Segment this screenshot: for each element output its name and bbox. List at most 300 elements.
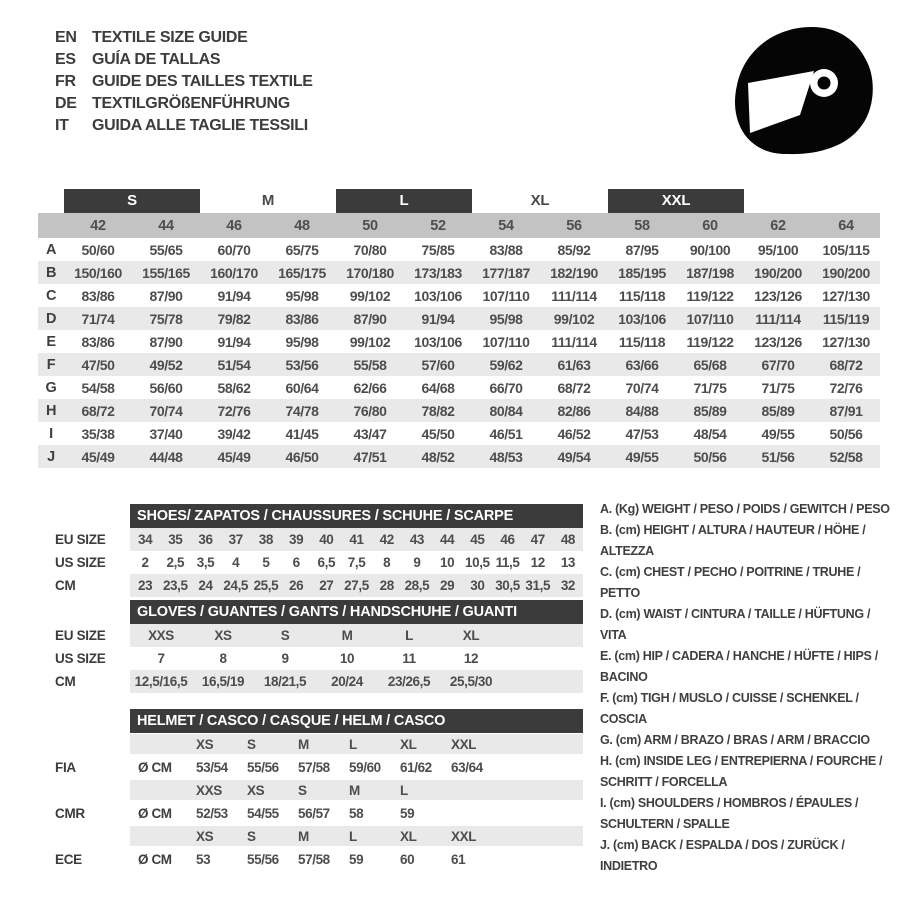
measurement-value: 115/118 xyxy=(618,287,666,304)
measurement-value: 54/58 xyxy=(81,379,115,396)
measurement-value: 111/114 xyxy=(551,287,597,304)
language-code: EN xyxy=(55,29,77,46)
measurement-value: 119/122 xyxy=(686,287,734,304)
measurement-value: 107/110 xyxy=(482,333,530,350)
size-value: 8 xyxy=(383,555,391,570)
measurement-value: 99/102 xyxy=(349,333,391,350)
measurement-value: 85/89 xyxy=(744,399,812,422)
helmet-values-row-ece xyxy=(40,847,584,871)
size-value: 11 xyxy=(402,651,416,666)
size-value: 38 xyxy=(258,532,274,547)
measurement-value: 35/38 xyxy=(81,425,115,442)
measurement-value: 50/60 xyxy=(81,241,115,258)
size-group-m: M xyxy=(261,192,275,209)
measurement-value: 48/52 xyxy=(404,445,472,468)
measurement-value: 50/56 xyxy=(676,445,744,468)
measurement-value: 46/50 xyxy=(268,445,336,468)
language-list xyxy=(55,27,313,137)
row-values xyxy=(130,826,583,846)
size-value: 10 xyxy=(440,555,455,570)
measurement-value: 63/66 xyxy=(608,353,676,376)
numeric-size: 52 xyxy=(404,213,472,238)
measurement-value: 39/42 xyxy=(217,425,251,442)
measurement-value: 80/84 xyxy=(472,399,540,422)
measurement-value: 61/63 xyxy=(540,353,608,376)
size-value: 25,5/30 xyxy=(449,674,493,689)
row-label: EU SIZE xyxy=(55,532,106,547)
helmet-size-value: 57/58 xyxy=(298,851,330,867)
measurement-value: 87/90 xyxy=(336,307,404,330)
legend-item: D. (cm) WAIST / CINTURA / TAILLE / HÜFTUNG / VITA xyxy=(600,607,871,642)
measurement-value: 115/118 xyxy=(618,333,666,350)
table-row-eu-size xyxy=(40,528,584,551)
measurement-value: 70/80 xyxy=(353,241,387,258)
measurement-value: 68/72 xyxy=(64,399,132,422)
language-title: TEXTILGRÖßENFÜHRUNG xyxy=(92,95,290,112)
size-value: 25,5 xyxy=(253,578,279,593)
size-group-s: S xyxy=(64,189,200,213)
table-row-us-size xyxy=(40,551,584,574)
measurement-value: 87/90 xyxy=(149,287,183,304)
size-group-l: L xyxy=(336,189,472,213)
measurement-value: 87/95 xyxy=(625,241,659,258)
size-value: 20/24 xyxy=(331,674,363,689)
helmet-size-label: XXL xyxy=(451,828,477,844)
language-code: FR xyxy=(55,73,76,90)
language-row xyxy=(55,93,313,115)
helmet-size-value: 53 xyxy=(196,851,211,867)
measurement-value: 75/78 xyxy=(132,307,200,330)
row-label: I xyxy=(49,425,53,442)
measurement-value: 72/76 xyxy=(829,379,863,396)
measurement-value: 41/45 xyxy=(285,425,319,442)
legend-item: E. (cm) HIP / CADERA / HANCHE / HÜFTE / HIPS / BACINO xyxy=(600,649,878,684)
measurement-value: 46/52 xyxy=(557,425,591,442)
size-value: 6,5 xyxy=(317,555,336,570)
helmet-size-label: L xyxy=(349,828,357,844)
size-value: XXS xyxy=(148,628,174,643)
row-values xyxy=(130,670,583,693)
legend-item: J. (cm) BACK / ESPALDA / DOS / ZURÜCK / INDIETRO xyxy=(600,838,845,873)
row-values xyxy=(130,574,583,597)
row-label: H xyxy=(38,399,64,422)
measurement-value: 68/72 xyxy=(557,379,591,396)
row-label: C xyxy=(45,287,57,304)
size-value: 46 xyxy=(500,532,515,547)
language-row xyxy=(55,27,313,49)
size-value: 13 xyxy=(560,555,576,570)
size-value: S xyxy=(280,628,290,643)
table-title: HELMET / CASCO / CASQUE / HELM / CASCO xyxy=(130,709,583,733)
measurement-value: 95/98 xyxy=(472,307,540,330)
numeric-size: 62 xyxy=(744,213,812,238)
size-value: 2,5 xyxy=(166,555,185,570)
size-value: 12,5/16,5 xyxy=(134,674,188,689)
measurement-row-e xyxy=(38,330,880,353)
measurement-value: 87/91 xyxy=(812,399,880,422)
measurement-value: 185/195 xyxy=(608,261,676,284)
size-group-row xyxy=(38,188,880,213)
size-value: 28 xyxy=(379,578,394,593)
legend-item: A. (Kg) WEIGHT / PESO / POIDS / GEWITCH / PESO xyxy=(600,502,890,516)
size-value: 47 xyxy=(530,532,545,547)
language-code: IT xyxy=(55,117,69,134)
measurement-value: 49/55 xyxy=(761,425,795,442)
measurement-value: 83/86 xyxy=(268,307,336,330)
size-value: 7,5 xyxy=(347,555,366,570)
measurement-value: 107/110 xyxy=(482,287,530,304)
measurement-legend xyxy=(600,499,898,877)
measurement-value: 49/55 xyxy=(608,445,676,468)
helmet-size-value: 53/54 xyxy=(196,759,228,775)
helmet-size-label: XS xyxy=(196,828,214,844)
size-value: M xyxy=(341,628,353,643)
measurement-value: 65/68 xyxy=(676,353,744,376)
measurement-value: 103/106 xyxy=(414,333,462,350)
measurement-value: 83/86 xyxy=(81,333,115,350)
standard-label: ECE xyxy=(55,851,82,867)
helmet-size-value: 59/60 xyxy=(349,759,381,775)
size-value: 24,5 xyxy=(223,578,249,593)
size-value: L xyxy=(405,628,413,643)
size-value: 37 xyxy=(228,532,243,547)
measurement-value: 65/75 xyxy=(285,241,319,258)
row-values xyxy=(130,551,583,574)
helmet-size-value: 60 xyxy=(400,851,415,867)
measurement-value: 47/50 xyxy=(64,353,132,376)
helmet-size-value: 59 xyxy=(400,805,415,821)
row-label: G xyxy=(45,379,57,396)
measurement-value: 82/86 xyxy=(540,399,608,422)
table-title: GLOVES / GUANTES / GANTS / HANDSCHUHE / GUANTI xyxy=(130,600,583,624)
helmet-size-table xyxy=(40,709,584,871)
language-row xyxy=(55,115,313,137)
helmet-values-row-cmr xyxy=(40,801,584,825)
table-row-cm xyxy=(40,574,584,597)
size-value: 12 xyxy=(530,555,545,570)
helmet-size-label: XL xyxy=(400,828,417,844)
table-header-row xyxy=(40,504,584,528)
measurement-value: 79/82 xyxy=(200,307,268,330)
size-value: 8 xyxy=(219,651,227,666)
measurement-value: 56/60 xyxy=(149,379,183,396)
size-value: XS xyxy=(214,628,232,643)
size-value: 27,5 xyxy=(344,578,369,593)
numeric-size: 50 xyxy=(336,213,404,238)
measurement-value: 58/62 xyxy=(217,379,251,396)
row-label: B xyxy=(38,261,64,284)
measurement-value: 62/66 xyxy=(353,379,387,396)
measurement-value: 43/47 xyxy=(353,425,387,442)
helmet-size-label: L xyxy=(349,736,357,752)
measurement-value: 72/76 xyxy=(200,399,268,422)
measurement-row-d xyxy=(38,307,880,330)
size-value: 48 xyxy=(560,532,576,547)
measurement-value: 60/70 xyxy=(217,241,251,258)
measurement-value: 103/106 xyxy=(608,307,676,330)
language-row xyxy=(55,71,313,93)
measurement-value: 49/54 xyxy=(540,445,608,468)
numeric-size: 56 xyxy=(540,213,608,238)
row-values xyxy=(130,734,583,754)
measurement-value: 70/74 xyxy=(132,399,200,422)
helmet-sizes-row-cmr xyxy=(40,779,584,801)
numeric-size: 54 xyxy=(472,213,540,238)
language-row xyxy=(55,49,313,71)
measurement-value: 51/56 xyxy=(744,445,812,468)
measurement-row-g xyxy=(38,376,880,399)
helmet-size-value: 57/58 xyxy=(298,759,330,775)
helmet-size-value: 55/56 xyxy=(247,851,279,867)
measurement-value: 55/65 xyxy=(149,241,183,258)
row-label: CM xyxy=(55,674,76,689)
legend-item: I. (cm) SHOULDERS / HOMBROS / ÉPAULES / SCHULTERN / SPALLE xyxy=(600,796,859,831)
measurement-value: 70/74 xyxy=(625,379,659,396)
numeric-size: 46 xyxy=(200,213,268,238)
size-value: 24 xyxy=(198,578,213,593)
size-value: 2 xyxy=(141,555,149,570)
language-title: GUÍA DE TALLAS xyxy=(92,51,221,68)
size-value: 30 xyxy=(470,578,485,593)
measurement-value: 84/88 xyxy=(608,399,676,422)
measurement-value: 111/114 xyxy=(551,333,597,350)
measurement-row-i xyxy=(38,422,880,445)
helmet-size-value: 63/64 xyxy=(451,759,483,775)
table-title: SHOES/ ZAPATOS / CHAUSSURES / SCHUHE / SCARPE xyxy=(130,504,583,528)
measurement-value: 177/187 xyxy=(472,261,540,284)
row-values xyxy=(130,852,583,867)
unit-label: Ø CM xyxy=(138,759,172,775)
measurement-row-b xyxy=(38,261,880,284)
size-value: 16,5/19 xyxy=(201,674,245,689)
helmet-size-label: M xyxy=(298,736,309,752)
measurement-value: 48/53 xyxy=(472,445,540,468)
language-code: ES xyxy=(55,51,76,68)
measurement-value: 76/80 xyxy=(336,399,404,422)
size-value: XL xyxy=(462,628,480,643)
table-header-row xyxy=(40,600,584,624)
row-values xyxy=(130,647,583,670)
measurement-value: 51/54 xyxy=(200,353,268,376)
helmet-size-label: XL xyxy=(400,736,417,752)
measurement-value: 57/60 xyxy=(404,353,472,376)
measurement-value: 53/56 xyxy=(268,353,336,376)
measurement-value: 95/98 xyxy=(285,333,319,350)
size-value: 6 xyxy=(292,555,300,570)
helmet-size-label: S xyxy=(298,782,307,798)
size-value: 23/26,5 xyxy=(387,674,431,689)
helmet-sizes-row-fia xyxy=(40,733,584,755)
measurement-value: 99/102 xyxy=(349,287,391,304)
size-value: 30,5 xyxy=(495,578,520,593)
size-value: 34 xyxy=(137,532,153,547)
measurement-value: 103/106 xyxy=(414,287,462,304)
size-value: 11,5 xyxy=(495,555,520,570)
size-value: 27 xyxy=(319,578,334,593)
measurement-value: 91/94 xyxy=(217,287,251,304)
table-row-eu-size xyxy=(40,624,584,647)
measurement-value: 45/50 xyxy=(421,425,455,442)
measurement-value: 190/200 xyxy=(744,261,812,284)
helmet-values-row-fia xyxy=(40,755,584,779)
table-row-us-size xyxy=(40,647,584,670)
size-value: 10,5 xyxy=(464,555,490,570)
measurement-value: 190/200 xyxy=(812,261,880,284)
size-value: 35 xyxy=(168,532,183,547)
racing-helmet-graphic xyxy=(724,20,884,162)
size-value: 40 xyxy=(319,532,334,547)
helmet-size-label: XS xyxy=(247,782,265,798)
row-label: EU SIZE xyxy=(55,628,106,643)
size-value: 32 xyxy=(560,578,576,593)
size-value: 28,5 xyxy=(404,578,430,593)
measurement-value: 105/115 xyxy=(822,241,870,258)
legend-item: F. (cm) TIGH / MUSLO / CUISSE / SCHENKEL / COSCIA xyxy=(600,691,859,726)
measurement-value: 60/64 xyxy=(285,379,319,396)
legend-item: G. (cm) ARM / BRAZO / BRAS / ARM / BRACCIO xyxy=(600,733,870,747)
measurement-value: 90/100 xyxy=(689,241,731,258)
measurement-row-c xyxy=(38,284,880,307)
numeric-size: 64 xyxy=(812,213,880,238)
measurement-value: 99/102 xyxy=(540,307,608,330)
row-label: CM xyxy=(55,578,76,593)
measurement-row-h xyxy=(38,399,880,422)
legend-item: B. (cm) HEIGHT / ALTURA / HAUTEUR / HÖHE / ALTEZZA xyxy=(600,523,866,558)
measurement-value: 46/51 xyxy=(489,425,523,442)
size-value: 7 xyxy=(157,651,165,666)
measurement-value: 49/52 xyxy=(132,353,200,376)
size-group-xxl: XXL xyxy=(608,189,744,213)
measurement-value: 150/160 xyxy=(64,261,132,284)
measurement-row-a xyxy=(38,238,880,261)
measurement-value: 173/183 xyxy=(404,261,472,284)
size-value: 5 xyxy=(262,555,270,570)
measurement-value: 107/110 xyxy=(676,307,744,330)
row-label: J xyxy=(38,445,64,468)
row-label: E xyxy=(46,333,56,350)
shoes-size-table xyxy=(40,504,584,597)
size-value: 23,5 xyxy=(162,578,188,593)
numeric-size: 48 xyxy=(268,213,336,238)
row-label: F xyxy=(38,353,64,376)
row-label: US SIZE xyxy=(55,555,106,570)
measurement-value: 123/126 xyxy=(754,333,802,350)
measurement-value: 170/180 xyxy=(336,261,404,284)
measurement-value: 52/58 xyxy=(812,445,880,468)
measurement-value: 95/100 xyxy=(757,241,799,258)
measurement-value: 64/68 xyxy=(421,379,455,396)
measurement-value: 44/48 xyxy=(132,445,200,468)
standard-label: FIA xyxy=(55,759,76,775)
helmet-size-value: 61/62 xyxy=(400,759,432,775)
measurement-value: 47/53 xyxy=(625,425,659,442)
measurement-value: 66/70 xyxy=(489,379,523,396)
numeric-size: 58 xyxy=(608,213,676,238)
measurement-value: 55/58 xyxy=(336,353,404,376)
size-value: 10 xyxy=(339,651,355,666)
size-value: 44 xyxy=(440,532,455,547)
measurement-row-j xyxy=(38,445,880,468)
measurement-value: 115/119 xyxy=(812,307,880,330)
measurement-value: 83/88 xyxy=(489,241,523,258)
language-title: GUIDA ALLE TAGLIE TESSILI xyxy=(92,117,308,134)
measurement-value: 155/165 xyxy=(132,261,200,284)
unit-label: Ø CM xyxy=(138,805,172,821)
measurement-value: 165/175 xyxy=(268,261,336,284)
table-row-cm xyxy=(40,670,584,693)
language-title: TEXTILE SIZE GUIDE xyxy=(92,29,248,46)
helmet-sizes-row-ece xyxy=(40,825,584,847)
measurement-value: 119/122 xyxy=(686,333,734,350)
helmet-size-label: S xyxy=(247,736,256,752)
measurement-value: 71/75 xyxy=(761,379,795,396)
helmet-size-value: 54/55 xyxy=(247,805,279,821)
numeric-size: 44 xyxy=(132,213,200,238)
language-title: GUIDE DES TAILLES TEXTILE xyxy=(92,73,313,90)
measurement-value: 91/94 xyxy=(217,333,251,350)
row-values xyxy=(130,624,583,647)
helmet-size-value: 61 xyxy=(451,851,466,867)
row-values xyxy=(130,806,583,821)
size-value: 23 xyxy=(137,578,153,593)
measurement-value: 50/56 xyxy=(829,425,863,442)
measurement-value: 182/190 xyxy=(540,261,608,284)
measurement-value: 123/126 xyxy=(754,287,802,304)
legend-item: C. (cm) CHEST / PECHO / POITRINE / TRUHE / PETTO xyxy=(600,565,861,600)
measurement-value: 67/70 xyxy=(744,353,812,376)
helmet-size-label: S xyxy=(247,828,256,844)
helmet-size-label: XXL xyxy=(451,736,477,752)
textile-size-table xyxy=(38,188,880,468)
measurement-value: 127/130 xyxy=(822,287,870,304)
size-value: 36 xyxy=(198,532,213,547)
size-value: 26 xyxy=(289,578,304,593)
measurement-value: 71/74 xyxy=(64,307,132,330)
size-value: 3,5 xyxy=(196,555,215,570)
helmet-size-label: L xyxy=(400,782,408,798)
size-value: 29 xyxy=(440,578,455,593)
standard-label: CMR xyxy=(55,805,85,821)
measurement-value: 78/82 xyxy=(404,399,472,422)
gloves-size-table xyxy=(40,600,584,693)
measurement-value: 45/49 xyxy=(200,445,268,468)
measurement-row-f xyxy=(38,353,880,376)
measurement-value: 71/75 xyxy=(693,379,727,396)
size-value: 9 xyxy=(281,651,289,666)
row-values xyxy=(130,780,583,800)
measurement-value: 187/198 xyxy=(676,261,744,284)
helmet-size-label: XS xyxy=(196,736,214,752)
measurement-value: 75/85 xyxy=(421,241,455,258)
size-value: 4 xyxy=(232,555,240,570)
size-group-xl: XL xyxy=(530,192,550,209)
measurement-value: 85/89 xyxy=(676,399,744,422)
size-value: 43 xyxy=(409,532,425,547)
helmet-size-label: XXS xyxy=(196,782,222,798)
unit-label: Ø CM xyxy=(138,851,172,867)
size-value: 45 xyxy=(470,532,485,547)
helmet-size-value: 59 xyxy=(349,851,364,867)
size-value: 18/21,5 xyxy=(263,674,307,689)
numeric-size: 42 xyxy=(64,213,132,238)
size-value: 9 xyxy=(413,555,421,570)
numeric-size-row xyxy=(38,213,880,238)
measurement-value: 127/130 xyxy=(822,333,870,350)
measurement-value: 91/94 xyxy=(404,307,472,330)
measurement-value: 59/62 xyxy=(472,353,540,376)
measurement-value: 68/72 xyxy=(812,353,880,376)
row-label: US SIZE xyxy=(55,651,106,666)
